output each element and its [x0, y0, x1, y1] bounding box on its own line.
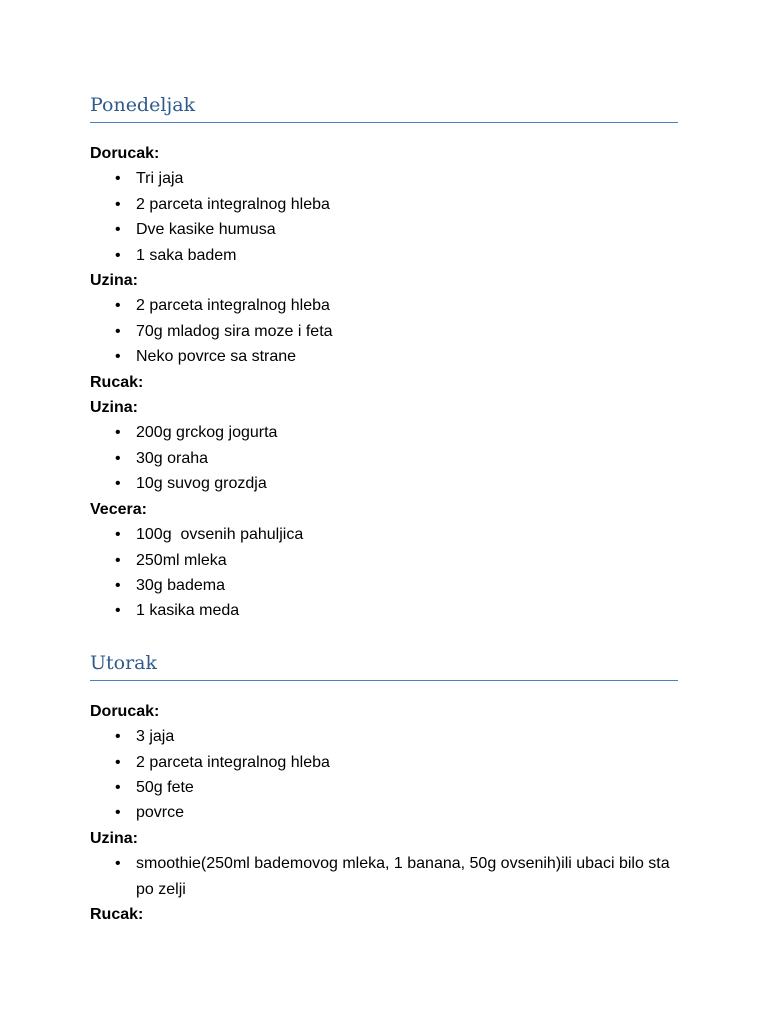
- list-item-text: 30g badema: [136, 576, 225, 594]
- food-list: [90, 420, 678, 496]
- list-item: [90, 166, 678, 191]
- list-item: [90, 344, 678, 369]
- meal-label: Vecera:: [90, 500, 147, 518]
- list-item: [90, 192, 678, 217]
- list-item: [90, 573, 678, 598]
- food-list: [90, 293, 678, 369]
- list-item-text: 50g fete: [136, 778, 194, 796]
- day-section: [90, 650, 678, 928]
- list-item-text: 2 parceta integralnog hleba: [136, 753, 330, 771]
- food-list: [90, 851, 678, 902]
- list-item-text: 2 parceta integralnog hleba: [136, 195, 330, 213]
- list-item: [90, 851, 678, 902]
- list-item: [90, 420, 678, 445]
- meal-label: Uzina:: [90, 272, 138, 290]
- list-item: [90, 217, 678, 242]
- list-item: [90, 319, 678, 344]
- list-item-text: 200g grckog jogurta: [136, 424, 278, 442]
- day-section: [90, 92, 678, 624]
- list-item-text: Dve kasike humusa: [136, 221, 276, 239]
- meal-label: Rucak:: [90, 905, 144, 923]
- list-item: [90, 724, 678, 749]
- list-item-text: 250ml mleka: [136, 551, 227, 569]
- food-list: [90, 724, 678, 826]
- meal-label: Dorucak:: [90, 145, 160, 162]
- meal-label: Uzina:: [90, 399, 138, 417]
- list-item-text: 1 kasika meda: [136, 602, 240, 620]
- list-item-text: smoothie(250ml bademovog mleka, 1 banana, 50g ovsenih)ili ubaci bilo sta po zelji: [136, 855, 675, 898]
- list-item-text: Tri jaja: [136, 170, 184, 188]
- meal-list: [90, 699, 678, 928]
- food-list: [90, 166, 678, 268]
- list-item-text: 3 jaja: [136, 728, 175, 746]
- food-list: [90, 522, 678, 624]
- list-item: [90, 471, 678, 496]
- list-item: [90, 775, 678, 800]
- meal-label: Uzina:: [90, 829, 138, 847]
- day-heading: Ponedeljak: [90, 92, 678, 123]
- list-item: [90, 800, 678, 825]
- list-item: [90, 522, 678, 547]
- list-item: [90, 243, 678, 268]
- meal-label: Dorucak:: [90, 702, 160, 720]
- day-heading: Utorak: [90, 650, 678, 681]
- list-item-text: Neko povrce sa strane: [136, 348, 297, 366]
- list-item-text: 1 saka badem: [136, 246, 237, 264]
- list-item: [90, 548, 678, 573]
- list-item: [90, 750, 678, 775]
- list-item: [90, 598, 678, 623]
- list-item-text: 2 parceta integralnog hleba: [136, 297, 330, 315]
- document-content: [90, 92, 678, 927]
- list-item-text: 100g ovsenih pahuljica: [136, 526, 304, 544]
- list-item-text: 30g oraha: [136, 449, 209, 467]
- list-item-text: povrce: [136, 804, 185, 822]
- list-item-text: 10g suvog grozdja: [136, 475, 267, 493]
- list-item: [90, 293, 678, 318]
- meal-list: [90, 141, 678, 624]
- meal-label: Rucak:: [90, 373, 144, 391]
- list-item-text: 70g mladog sira moze i feta: [136, 322, 333, 340]
- list-item: [90, 446, 678, 471]
